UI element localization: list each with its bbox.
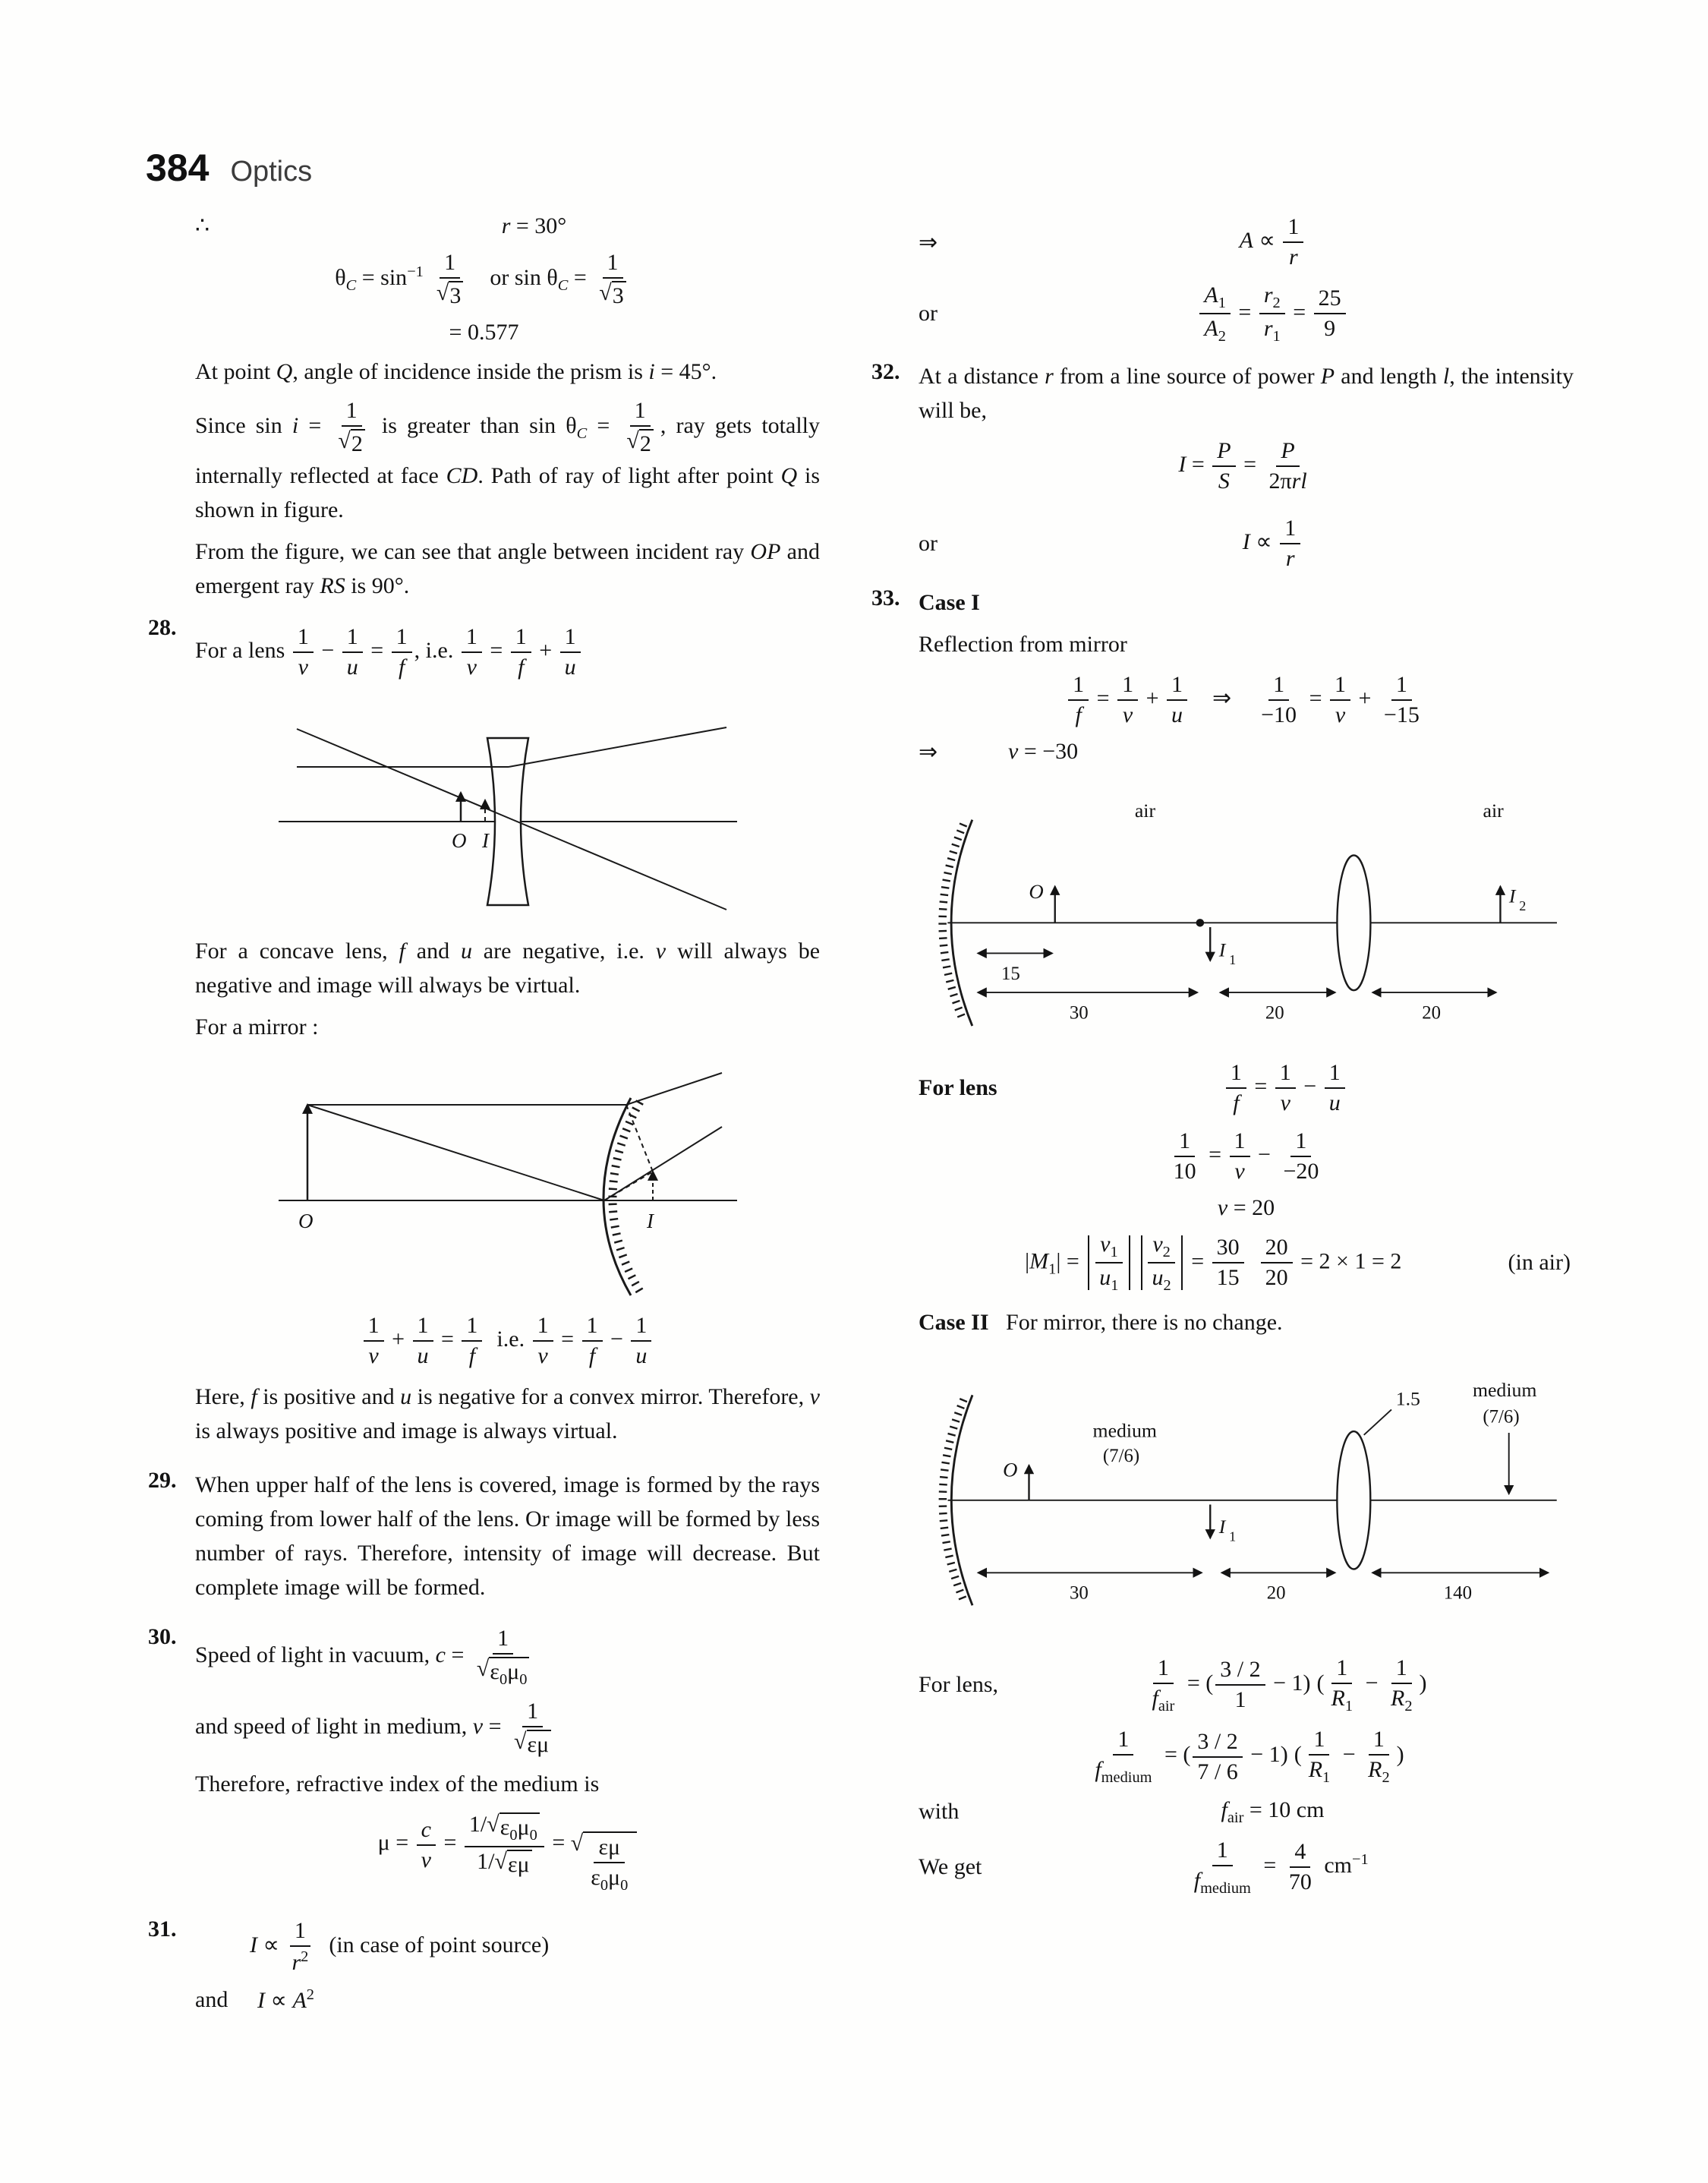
paragraph-total-internal-reflection: Since sin i = 1 √ 2 is greater than $\sin \theta_C$ = 1 √ 2 , ray gets totally internally reflected at face CD. Path of ray of light after point Q is shown in figure. — [195, 398, 820, 522]
section-title: Optics — [230, 156, 313, 188]
equation-I-prop-1-r: I ∝ $\frac{1}{r}$ — [972, 514, 1574, 573]
equation-mu: μ = $\frac{c}{v}$ = 1/ √ $\varepsilon_0\mu_0$ 1/ √ εμ = √ $\frac{\varepsilon\mu}{\varepsilon_0\mu_0}$ — [195, 1810, 820, 1895]
mirror-heading: For a mirror : — [195, 1014, 319, 1039]
item-31-body — [195, 1916, 820, 2023]
paragraph-half-lens: When upper half of the lens is covered, image is formed by the rays coming from lower half of the lens. Or image will be formed by less number of rays. Therefore, intensity of image will decrease. But complete image will be formed. — [195, 1472, 820, 1600]
lens-shape — [1337, 1431, 1370, 1569]
or-label-2: or — [919, 530, 938, 556]
solution-item-28 — [148, 615, 820, 1456]
case-1-heading: Case I — [919, 589, 980, 615]
with-row — [919, 1797, 1574, 1827]
convex-mirror-diagram — [257, 1056, 758, 1299]
virtual-extension-2 — [604, 1172, 653, 1200]
equation-mirror-case1: $\frac{1}{f}$ = $\frac{1}{v}$ + $\frac{1}{u}$ ⇒ $\frac{1}{-10}$ = $\frac{1}{v}$ + $\frac{1}{-15}$ — [919, 670, 1574, 730]
image2-label: I — [1508, 885, 1516, 907]
case1-mirror-lens-diagram — [920, 778, 1573, 1046]
paragraph-angle-90: From the figure, we can see that angle between incident ray OP and emergent ray RS is 90°. — [195, 539, 820, 598]
case2-mirror-lens-diagram — [920, 1352, 1573, 1642]
item-number-28: 28. — [148, 615, 177, 640]
therefore-symbol: ∴ — [195, 213, 210, 238]
left-column — [148, 203, 820, 2023]
item-30-body — [195, 1624, 820, 1904]
object-label: O — [298, 1210, 313, 1232]
equation-row-ratio — [871, 281, 1574, 347]
image-label: I — [646, 1210, 654, 1232]
equation-0577: = 0.577 — [449, 320, 519, 345]
we-get-label: We get — [919, 1854, 982, 1880]
equation-mirror-formula: $\frac{1}{v}$ + $\frac{1}{u}$ = $\frac{1}{f}$ i.e. $\frac{1}{v}$ = $\frac{1}{f}$ − $\frac{1}{u}$ — [195, 1311, 820, 1371]
equation-amplitude-ratio: $\frac{A_1}{A_2}$ = $\frac{r_2}{r_1}$ = $\frac{25}{9}$ — [972, 281, 1574, 347]
distance-30-label: 30 — [1069, 1582, 1089, 1604]
and-label: and — [195, 1987, 228, 2013]
item-33-body — [919, 585, 1574, 1907]
implies-symbol: ⇒ — [919, 229, 938, 255]
figure-convex-mirror — [195, 1056, 820, 1299]
equation-row-I-prop — [871, 514, 1574, 573]
medium-right-index: (7/6) — [1482, 1406, 1520, 1427]
item-number-33: 33. — [871, 585, 900, 610]
equation-f-medium: 1 $f_{medium}$ = $\frac{4}{70}$ $cm^{-1}$ — [1193, 1837, 1369, 1897]
item-number-29: 29. — [148, 1468, 177, 1493]
equation-lens-formula: For a lens $\frac{1}{v}$ − $\frac{1}{u}$ = $\frac{1}{f}$ , i.e. $\frac{1}{v}$ = $\frac{1}{f}$ + $\frac{1}{u}$ — [195, 623, 820, 682]
equation-f-air: $f_{air} = 10$ cm — [1221, 1797, 1325, 1826]
item-number-31: 31. — [148, 1916, 177, 1942]
item-29-body — [195, 1468, 820, 1612]
concave-lens-diagram — [257, 694, 758, 922]
medium-left-label: medium — [1092, 1419, 1157, 1442]
distance-20-label: 20 — [1266, 1582, 1286, 1604]
image1-label: I — [1218, 1515, 1225, 1538]
figure-concave-lens — [195, 694, 820, 922]
item-28-body — [195, 615, 820, 1456]
distance-140-label: 140 — [1443, 1582, 1472, 1604]
air-left-label: air — [1134, 799, 1155, 822]
case-2-heading — [919, 1305, 1574, 1339]
ray-refracted-diverging — [509, 727, 726, 767]
image2-subscript: 2 — [1518, 898, 1526, 914]
right-column — [871, 203, 1574, 1907]
or-label: or — [919, 301, 938, 327]
ray-parallel-reflected — [626, 1073, 722, 1105]
case-2-text: For mirror, there is no change. — [1006, 1309, 1283, 1335]
image1-subscript: 1 — [1228, 951, 1236, 967]
solution-item-33 — [871, 585, 1574, 1907]
medium-left-index: (7/6) — [1102, 1446, 1139, 1467]
equation-speed-vacuum: Speed of light in vacuum, c = 1 √ $\varepsilon_0\mu_0$ — [195, 1624, 820, 1689]
convex-mirror-surface — [603, 1098, 631, 1295]
equation-r-30: r = 30° — [501, 213, 567, 238]
solution-item-31 — [148, 1916, 820, 2023]
equation-row-r30 — [148, 213, 820, 239]
case-2-label: Case II — [919, 1309, 989, 1335]
equation-critical-angle: $\theta_C = \sin^{-1}$ 1 √ 3 or $\sin \theta_C$ = 1 √ 3 — [148, 248, 820, 311]
in-air-note: (in air) — [1508, 1250, 1571, 1276]
paragraph-convex-mirror: Here, f is positive and u is negative for a convex mirror. Therefore, v is always positive and image is always virtual. — [195, 1384, 820, 1443]
for-lens-label: For lens — [919, 1074, 997, 1100]
lens-shape — [1337, 855, 1370, 990]
ray-to-pole — [307, 1105, 604, 1200]
we-get-row — [919, 1836, 1574, 1898]
object-label: O — [1002, 1458, 1017, 1481]
equation-row-amplitude — [195, 1986, 820, 2014]
image1-subscript: 1 — [1228, 1528, 1236, 1544]
paragraph-concave-lens: For a concave lens, f and u are negative, i.e. v will always be negative and image will always be virtual. — [195, 939, 821, 998]
equation-lens-case1: $\frac{1}{f}$ = $\frac{1}{v}$ − $\frac{1}{u}$ — [997, 1058, 1574, 1118]
distance-20b-label: 20 — [1421, 1002, 1441, 1024]
equation-intensity-point-source: I ∝ $\frac{1}{r^2}$ (in case of point source) — [250, 1918, 550, 1976]
solution-item-30 — [148, 1624, 820, 1904]
equation-row-A-prop — [871, 213, 1574, 272]
figure-case1 — [919, 778, 1574, 1046]
image1-dot — [1196, 919, 1204, 927]
with-label: with — [919, 1799, 960, 1825]
page-number: 384 — [146, 147, 210, 189]
paragraph-line-source: At a distance r from a line source of power P and length l, the intensity will be, — [919, 363, 1574, 423]
item-number-30: 30. — [148, 1624, 177, 1649]
for-lens-row — [919, 1058, 1574, 1118]
equation-speed-medium: and speed of light in medium, v = 1 √ εμ — [195, 1697, 820, 1759]
item-32-body — [919, 359, 1574, 505]
equation-intensity-amplitude: $I \propto A^2$ — [257, 1986, 314, 2014]
equation-row-v-minus30 — [919, 739, 1574, 765]
distance-20a-label: 20 — [1265, 1002, 1284, 1024]
equation-A-prop-1-r: A ∝ $\frac{1}{r}$ — [972, 213, 1574, 272]
for-lens-row-2 — [919, 1654, 1574, 1716]
reflection-subheading: Reflection from mirror — [919, 631, 1127, 657]
image-label: I — [481, 829, 489, 852]
distance-15-label: 15 — [1001, 963, 1020, 984]
object-label: O — [1028, 879, 1044, 903]
distance-30-label: 30 — [1069, 1002, 1089, 1024]
paragraph-refractive-index: Therefore, refractive index of the medium is — [195, 1771, 600, 1797]
virtual-extension-1 — [626, 1105, 653, 1172]
medium-right-label: medium — [1472, 1379, 1536, 1402]
equation-intensity-line-source: I = $\frac{P}{S}$ = P 2πrl — [1178, 437, 1307, 494]
air-right-label: air — [1483, 799, 1504, 822]
paragraph-at-point-q: At point Q, angle of incidence inside the prism is i = 45°. — [195, 359, 717, 384]
equation-v-20: v = 20 — [1217, 1194, 1275, 1220]
magnification-row — [919, 1230, 1574, 1296]
equation-v-minus30: v = −30 — [1008, 739, 1079, 765]
lens-index-label: 1.5 — [1395, 1387, 1420, 1410]
for-lens-label-2: For lens, — [919, 1672, 998, 1698]
item-number-32: 32. — [871, 358, 900, 384]
equation-lensmaker-medium: 1 $f_{medium}$ = ( $\frac{3 / 2}{7 / 6}$ − 1) ( $\frac{1}{R_1}$ − $\frac{1}{R_2}$ ) — [1095, 1727, 1404, 1787]
page-header — [146, 146, 312, 190]
object-label: O — [451, 829, 466, 852]
figure-case2 — [919, 1352, 1574, 1642]
image1-label: I — [1218, 939, 1225, 961]
solution-item-32 — [871, 359, 1574, 505]
lens-index-pointer — [1363, 1409, 1391, 1434]
equation-lensmaker-air: 1 $f_{air}$ = ( $\frac{3 / 2}{1}$ − 1) ( $\frac{1}{R_1}$ − $\frac{1}{R_2}$ ) — [1152, 1655, 1427, 1715]
solution-item-29 — [148, 1468, 820, 1612]
equation-magnification: $|M_1|$ = $\frac{v_1}{u_1}$ $\frac{v_2}{u_2}$ = $\frac{30}{15}$ $\frac{20}{20}$ = 2 × 1 = 2 — [1025, 1231, 1402, 1295]
implies-symbol-2: ⇒ — [919, 739, 938, 765]
equation-lens-values: $\frac{1}{10}$ = $\frac{1}{v}$ − $\frac{1}{-20}$ — [1173, 1128, 1319, 1184]
